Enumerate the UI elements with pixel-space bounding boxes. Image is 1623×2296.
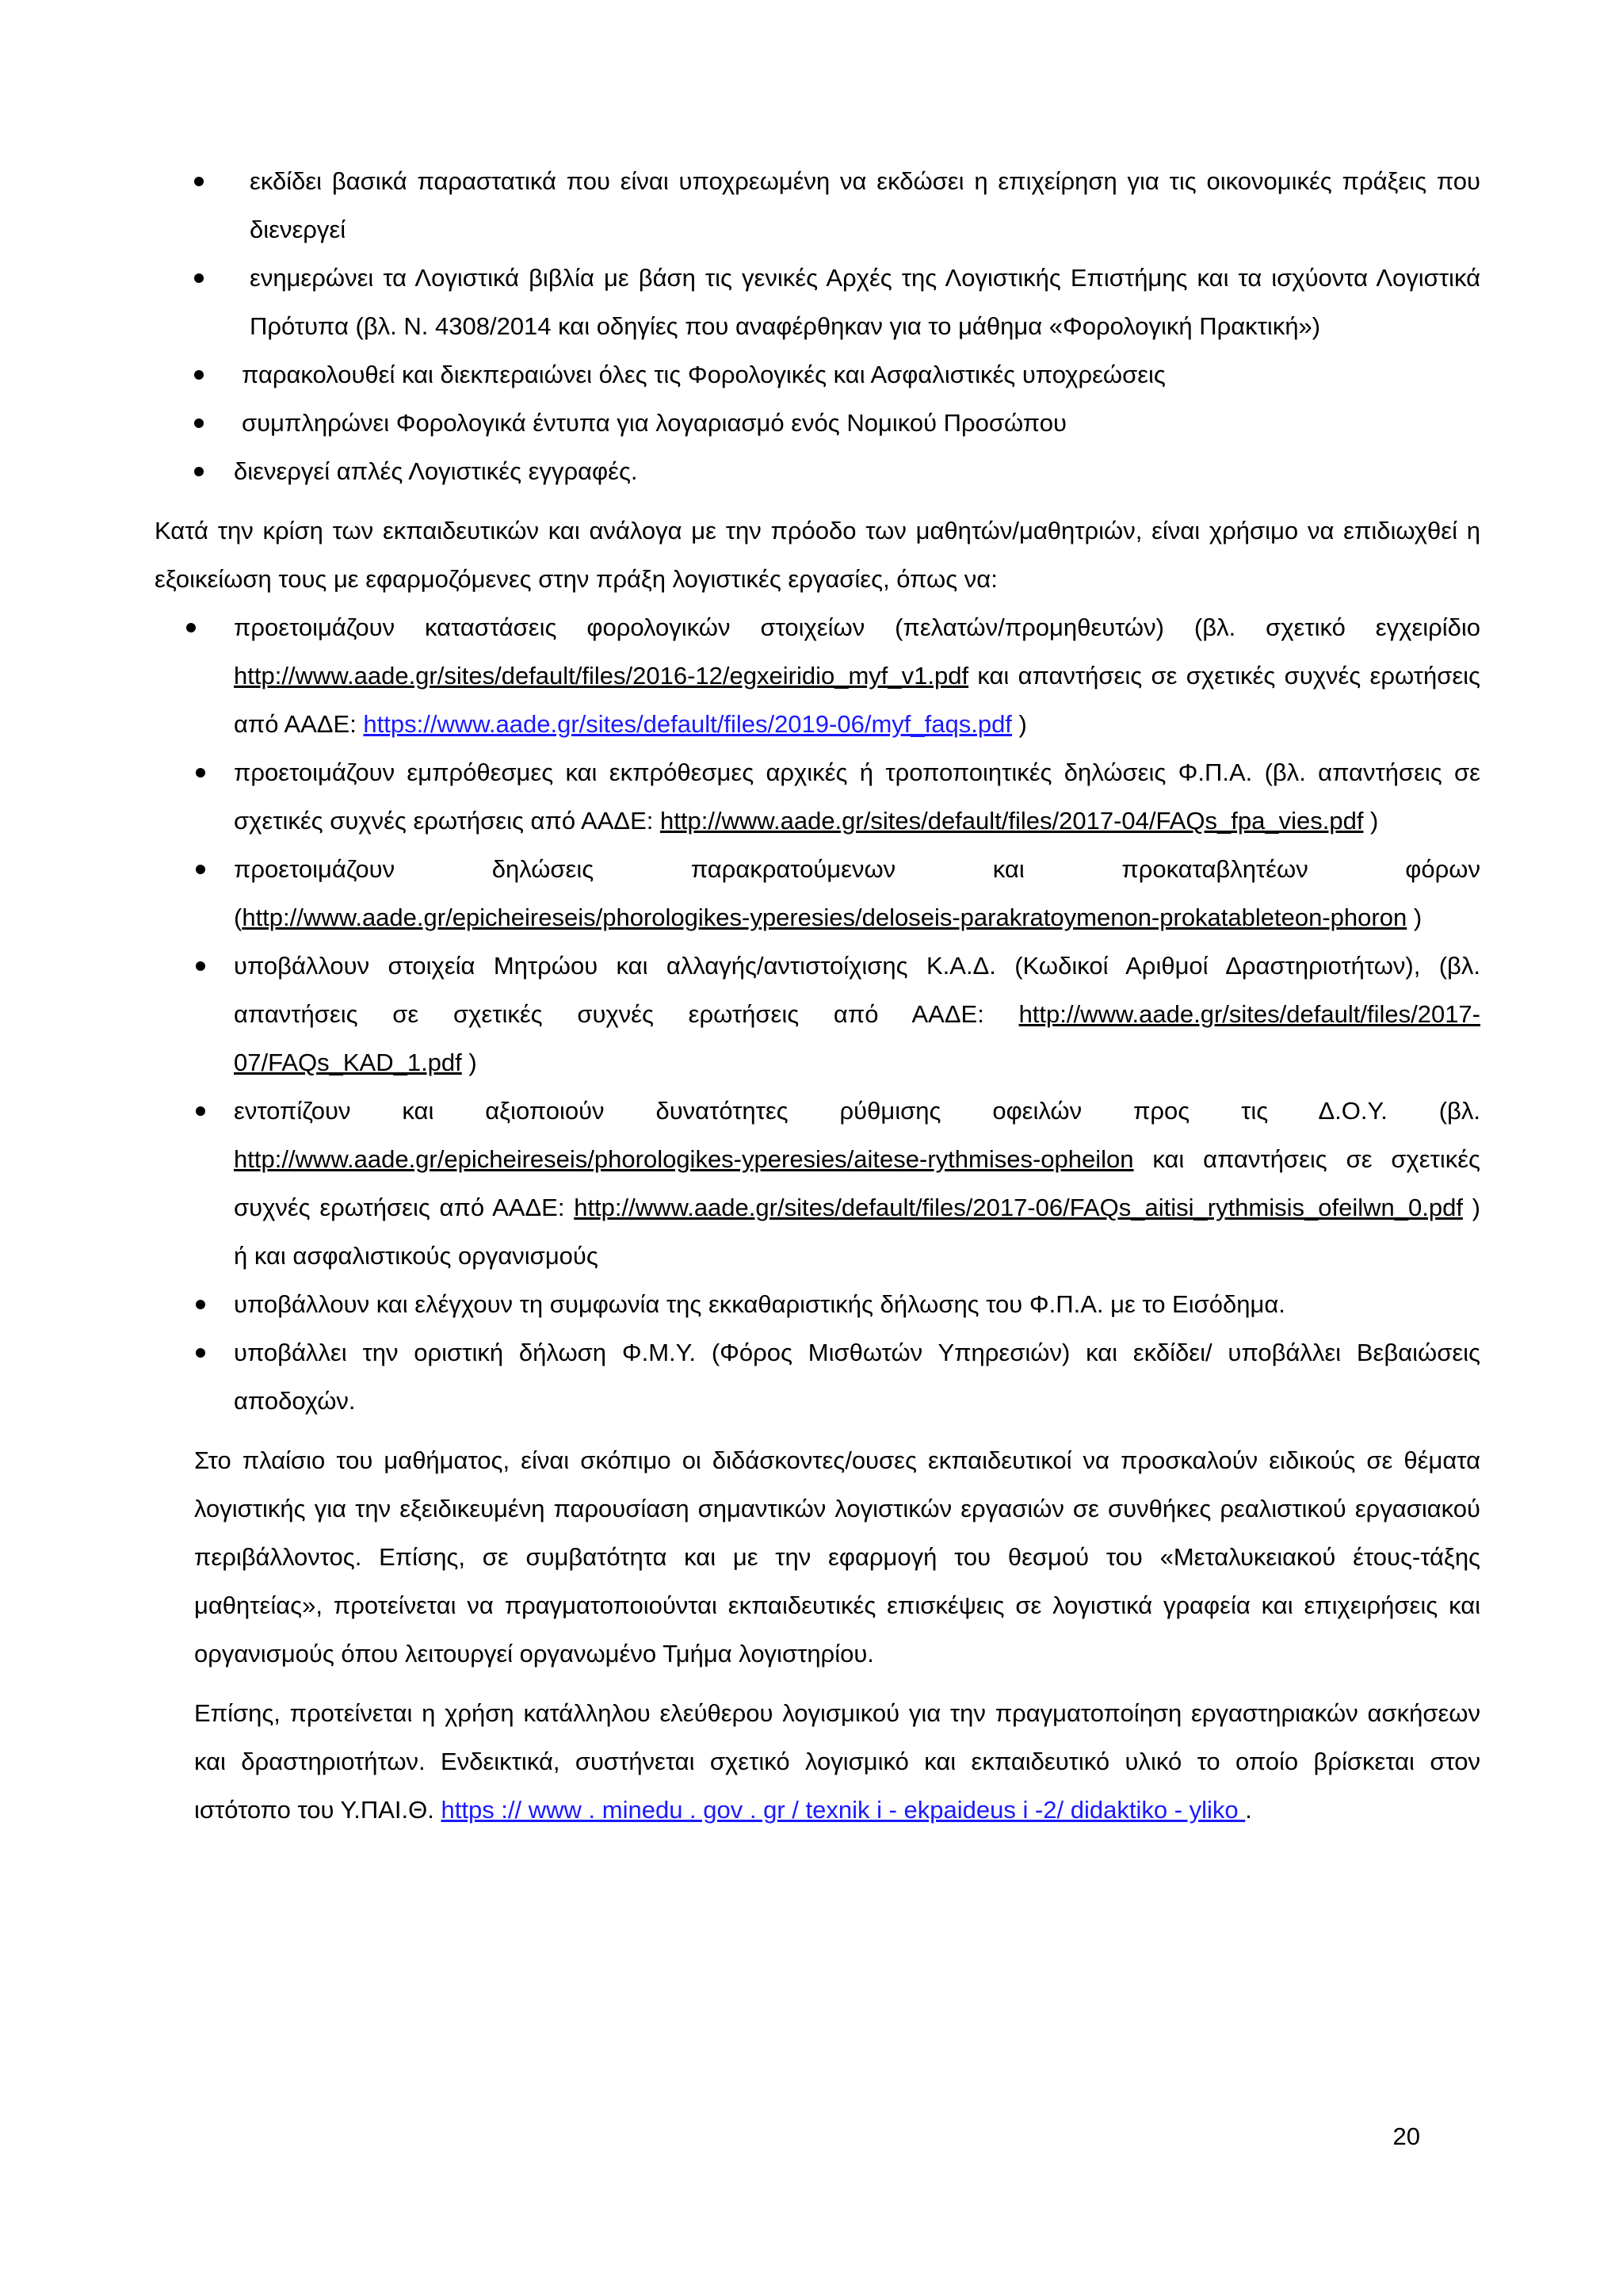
item-text: ): [1363, 807, 1379, 835]
context-paragraph: Στο πλαίσιο του μαθήματος, είναι σκόπιμο οι διδάσκοντες/ουσες εκπαιδευτικοί να προσκαλούν ειδικούς σε θέματα λογιστικής για την εξειδικευμένη παρουσίαση σημαντικών λογιστικών εργασιών σε συνθήκες ρεαλιστικού εργασιακού περιβάλλοντος. Επίσης, σε συμβατότητα και με την εφαρμογή του θεσμού του «Μεταλυκειακού έτους-τάξης μαθητείας», προτείνεται να πραγματοποιούνται εκπαιδευτικές επισκέψεις σε λογιστικά γραφεία και επιχειρήσεις και οργανισμούς όπου λειτουργεί οργανωμένο Τμήμα λογιστηρίου.: [194, 1446, 1480, 1668]
paragraph-text: Επίσης, προτείνεται η χρήση κατάλληλου ελεύθερου λογισμικού για την πραγματοποίηση εργαστηριακών ασκήσεων και δραστηριοτήτων. Ενδεικτικά, συστήνεται σχετικό λογισμικό και εκπαιδευτικό υλικό το οποίο βρίσκεται στον ιστότοπο του Υ.ΠΑΙ.Θ.: [194, 1699, 1480, 1824]
list-item: παρακολουθεί και διεκπεραιώνει όλες τις Φορολογικές και Ασφαλιστικές υποχρεώσεις: [155, 350, 1480, 399]
myf-faqs-link[interactable]: https://www.aade.gr/sites/default/files/2019-06/myf_faqs.pdf: [363, 710, 1012, 738]
item-text: ): [1407, 904, 1423, 931]
paragraph-text: .: [1245, 1796, 1252, 1824]
rythmises-opheilon-link[interactable]: http://www.aade.gr/epicheireseis/phorologikes-yperesies/aitese-rythmises-opheilon: [234, 1145, 1134, 1173]
rythmisis-ofeilwn-faqs-link[interactable]: http://www.aade.gr/sites/default/files/2017-06/FAQs_aitisi_rythmisis_ofeilwn_0.pdf: [574, 1194, 1463, 1221]
item-text: ): [1011, 710, 1027, 738]
minedu-link[interactable]: https :// www . minedu . gov . gr / texnik i - ekpaideus i -2/ didaktiko - yliko: [441, 1796, 1246, 1824]
item-text: υποβάλλουν στοιχεία Μητρώου και αλλαγής/αντιστοίχισης Κ.Α.Δ. (Κωδικοί Αριθμοί Δραστηριοτήτων), (βλ. απαντήσεις σε σχετικές συχνές ερωτήσεις από ΑΑΔΕ:: [234, 952, 1480, 1028]
list-item: συμπληρώνει Φορολογικά έντυπα για λογαριασμό ενός Νομικού Προσώπου: [155, 399, 1480, 447]
item-text: ) ή και ασφαλιστικούς οργανισμούς: [234, 1194, 1481, 1270]
egxeiridio-link[interactable]: http://www.aade.gr/sites/default/files/2016-12/egxeiridio_myf_v1.pdf: [234, 662, 969, 690]
item-text: προετοιμάζουν δηλώσεις παρακρατούμενων και προκαταβλητέων φόρων (: [234, 855, 1480, 931]
deloseis-parakratoymenon-link[interactable]: http://www.aade.gr/epicheireseis/phorologikes-yperesies/deloseis-parakratoymenon-prokatableteon-phoron: [242, 904, 1407, 931]
item-text: και απαντήσεις σε σχετικές συχνές ερωτήσεις από ΑΑΔΕ:: [234, 1145, 1480, 1221]
item-text: προετοιμάζουν εμπρόθεσμες και εκπρόθεσμες αρχικές ή τροποποιητικές δηλώσεις Φ.Π.Α. (βλ. απαντήσεις σε σχετικές συχνές ερωτήσεις από ΑΑΔΕ:: [234, 758, 1480, 835]
item-text: εντοπίζουν και αξιοποιούν δυνατότητες ρύθμισης οφειλών προς τις Δ.Ο.Υ. (βλ.: [234, 1097, 1480, 1125]
list-item: [155, 845, 1480, 942]
item-text: ): [461, 1049, 477, 1076]
tasks-list: [155, 603, 1480, 1425]
list-item: διενεργεί απλές Λογιστικές εγγραφές.: [155, 447, 1480, 495]
list-item: ενημερώνει τα Λογιστικά βιβλία με βάση τις γενικές Αρχές της Λογιστικής Επιστήμης και τα ισχύοντα Λογιστικά Πρότυπα (βλ. Ν. 4308/2014 και οδηγίες που αναφέρθηκαν για το μάθημα «Φορολογική Πρακτική»): [155, 254, 1480, 350]
intro-paragraph: Κατά την κρίση των εκπαιδευτικών και ανάλογα με την πρόοδο των μαθητών/μαθητριών, είναι χρήσιμο να επιδιωχθεί η εξοικείωση τους με εφαρμοζόμενες στην πράξη λογιστικές εργασίες, όπως να:: [155, 517, 1480, 593]
kad-faqs-link[interactable]: http://www.aade.gr/sites/default/files/2017-07/FAQs_KAD_1.pdf: [234, 1000, 1480, 1076]
item-text: και απαντήσεις σε σχετικές συχνές ερωτήσεις από ΑΑΔΕ:: [234, 662, 1480, 738]
list-item: εκδίδει βασικά παραστατικά που είναι υποχρεωμένη να εκδώσει η επιχείρηση για τις οικονομικές πράξεις που διενεργεί: [155, 157, 1480, 254]
list-item: [155, 748, 1480, 845]
list-item: [155, 942, 1480, 1087]
page-number: 20: [1392, 2122, 1420, 2150]
list-item: [155, 603, 1480, 748]
list-item: υποβάλλουν και ελέγχουν τη συμφωνία της εκκαθαριστικής δήλωσης του Φ.Π.Α. με το Εισόδημα.: [155, 1280, 1480, 1328]
fpa-vies-faqs-link[interactable]: http://www.aade.gr/sites/default/files/2017-04/FAQs_fpa_vies.pdf: [659, 807, 1364, 835]
responsibilities-list: [155, 157, 1480, 495]
item-text: προετοιμάζουν καταστάσεις φορολογικών στοιχείων (πελατών/προμηθευτών) (βλ. σχετικό εγχειρίδιο: [234, 613, 1480, 641]
software-paragraph: [155, 1689, 1480, 1834]
list-item: υποβάλλει την οριστική δήλωση Φ.Μ.Υ. (Φόρος Μισθωτών Υπηρεσιών) και εκδίδει/ υποβάλλει Βεβαιώσεις αποδοχών.: [155, 1328, 1480, 1425]
list-item: [155, 1087, 1480, 1280]
